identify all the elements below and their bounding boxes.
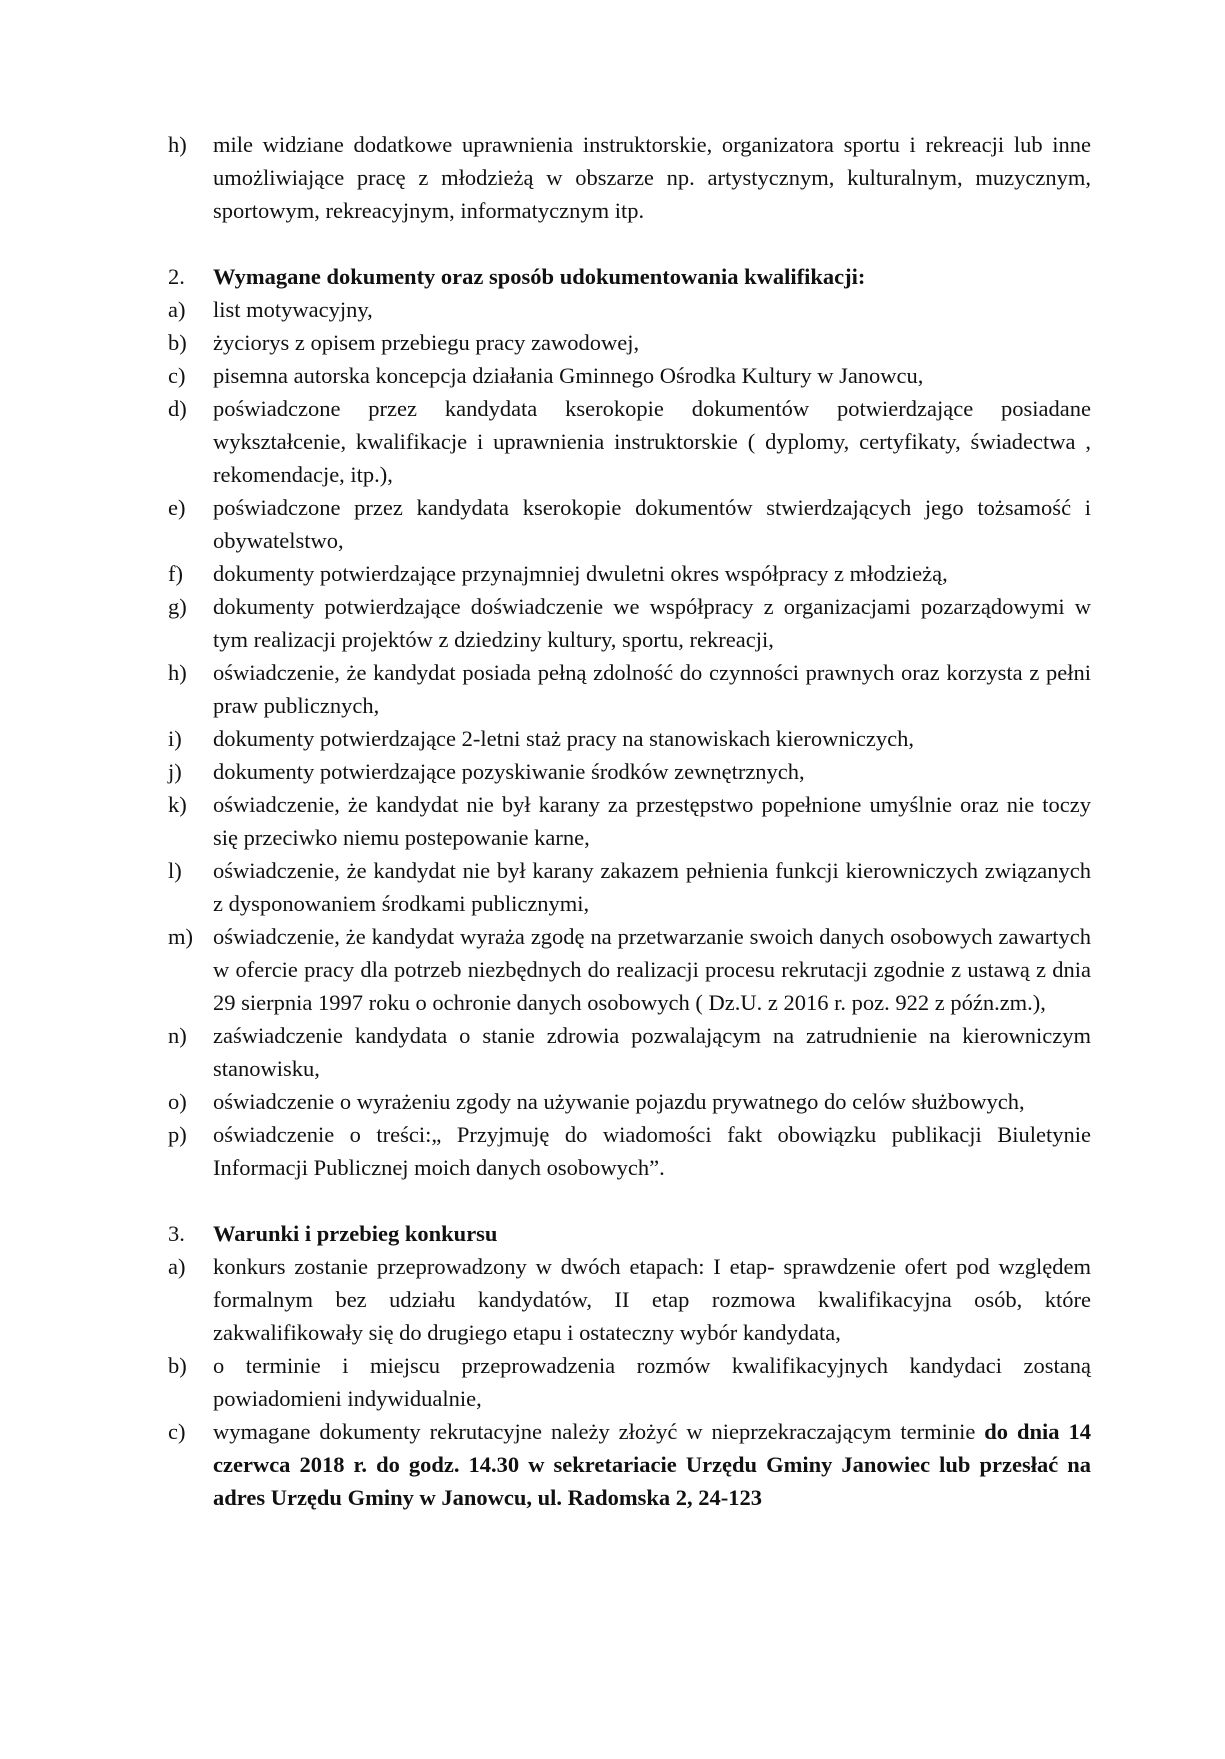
list-marker: b) bbox=[168, 1353, 187, 1378]
list-item-text: oświadczenie o wyrażeniu zgody na używanie pojazdu prywatnego do celów służbowych, bbox=[213, 1089, 1025, 1114]
list-item bbox=[168, 326, 1091, 359]
list-marker: j) bbox=[168, 759, 182, 784]
list-marker: m) bbox=[168, 924, 193, 949]
list-item-text: dokumenty potwierdzające przynajmniej dwuletni okres współpracy z młodzieżą, bbox=[213, 561, 948, 586]
section-heading bbox=[168, 1217, 1091, 1250]
list-item bbox=[168, 1415, 1091, 1514]
list-item bbox=[168, 920, 1091, 1019]
list-item-text: oświadczenie, że kandydat posiada pełną zdolność do czynności prawnych oraz korzysta z pełni praw publicznych, bbox=[213, 660, 1091, 718]
list-item bbox=[168, 1349, 1091, 1415]
list-item bbox=[168, 128, 1091, 227]
list-item bbox=[168, 590, 1091, 656]
list-item bbox=[168, 755, 1091, 788]
list-marker: d) bbox=[168, 396, 187, 421]
list-item bbox=[168, 788, 1091, 854]
list-item-text: oświadczenie, że kandydat nie był karany za przestępstwo popełnione umyślnie oraz nie toczy się przeciwko niemu postepowanie karne, bbox=[213, 792, 1091, 850]
list-marker: g) bbox=[168, 594, 187, 619]
list-item bbox=[168, 293, 1091, 326]
list-item bbox=[168, 557, 1091, 590]
list-marker: h) bbox=[168, 132, 187, 157]
list-item-text: oświadczenie o treści:„ Przyjmuję do wiadomości fakt obowiązku publikacji Biuletynie Informacji Publicznej moich danych osobowych”. bbox=[213, 1122, 1091, 1180]
list-marker: h) bbox=[168, 660, 187, 685]
list-marker: a) bbox=[168, 1254, 186, 1279]
section-number: 2. bbox=[168, 264, 185, 289]
section-title: Wymagane dokumenty oraz sposób udokumentowania kwalifikacji: bbox=[213, 264, 866, 289]
list-marker: f) bbox=[168, 561, 183, 586]
list-marker: b) bbox=[168, 330, 187, 355]
list-marker: l) bbox=[168, 858, 182, 883]
deadline-bold-text: do dnia 14 czerwca 2018 r. do godz. 14.30 w sekretariacie Urzędu Gminy Janowiec lub przesłać na adres Urzędu Gminy w Janowcu, ul. Radomska 2, 24-123 bbox=[213, 1419, 1091, 1510]
list-item-text: mile widziane dodatkowe uprawnienia instruktorskie, organizatora sportu i rekreacji lub inne umożliwiające pracę z młodzieżą w obszarze np. artystycznym, kulturalnym, muzycznym, sportowym, rekreacyjnym, informatycznym itp. bbox=[213, 132, 1091, 223]
list-item-text: poświadczone przez kandydata kserokopie dokumentów stwierdzających jego tożsamość i obywatelstwo, bbox=[213, 495, 1091, 553]
section-title: Warunki i przebieg konkursu bbox=[213, 1221, 498, 1246]
list-item-text: oświadczenie, że kandydat wyraża zgodę na przetwarzanie swoich danych osobowych zawartych w ofercie pracy dla potrzeb niezbędnych do realizacji procesu rekrutacji zgodnie z ustawą z dnia 29 sierpnia 1997 roku o ochronie danych osobowych ( Dz.U. z 2016 r. poz. 922 z późn.zm.), bbox=[213, 924, 1091, 1015]
list-marker: c) bbox=[168, 1419, 186, 1444]
list-item-text: dokumenty potwierdzające 2-letni staż pracy na stanowiskach kierowniczych, bbox=[213, 726, 914, 751]
list-item-text: pisemna autorska koncepcja działania Gminnego Ośrodka Kultury w Janowcu, bbox=[213, 363, 924, 388]
list-item-text: oświadczenie, że kandydat nie był karany zakazem pełnienia funkcji kierowniczych związanych z dysponowaniem środkami publicznymi, bbox=[213, 858, 1091, 916]
list-item bbox=[168, 1118, 1091, 1184]
section-heading bbox=[168, 260, 1091, 293]
list-item bbox=[168, 392, 1091, 491]
list-item bbox=[168, 854, 1091, 920]
list-item-text: dokumenty potwierdzające doświadczenie we współpracy z organizacjami pozarządowymi w tym realizacji projektów z dziedziny kultury, sportu, rekreacji, bbox=[213, 594, 1091, 652]
list-item bbox=[168, 491, 1091, 557]
list-marker: n) bbox=[168, 1023, 187, 1048]
list-item bbox=[168, 359, 1091, 392]
list-marker: k) bbox=[168, 792, 187, 817]
list-item-text: życiorys z opisem przebiegu pracy zawodowej, bbox=[213, 330, 640, 355]
list-item bbox=[168, 1019, 1091, 1085]
list-item-text: zaświadczenie kandydata o stanie zdrowia pozwalającym na zatrudnienie na kierowniczym stanowisku, bbox=[213, 1023, 1091, 1081]
list-item bbox=[168, 656, 1091, 722]
section-number: 3. bbox=[168, 1221, 185, 1246]
list-marker: c) bbox=[168, 363, 186, 388]
list-marker: i) bbox=[168, 726, 182, 751]
list-marker: a) bbox=[168, 297, 186, 322]
list-item-text: poświadczone przez kandydata kserokopie dokumentów potwierdzające posiadane wykształcenie, kwalifikacje i uprawnienia instruktorskie ( dyplomy, certyfikaty, świadectwa , rekomendacje, itp.), bbox=[213, 396, 1091, 487]
list-item-text: konkurs zostanie przeprowadzony w dwóch etapach: I etap- sprawdzenie ofert pod względem formalnym bez udziału kandydatów, II etap rozmowa kwalifikacyjna osób, które zakwalifikowały się do drugiego etapu i ostateczny wybór kandydata, bbox=[213, 1254, 1091, 1345]
list-item bbox=[168, 1085, 1091, 1118]
list-marker: o) bbox=[168, 1089, 187, 1114]
list-item bbox=[168, 722, 1091, 755]
list-item-text: o terminie i miejscu przeprowadzenia rozmów kwalifikacyjnych kandydaci zostaną powiadomieni indywidualnie, bbox=[213, 1353, 1091, 1411]
list-item-text: wymagane dokumenty rekrutacyjne należy złożyć w nieprzekraczającym terminie bbox=[213, 1419, 985, 1444]
document-content bbox=[168, 128, 1091, 1514]
list-item-text: list motywacyjny, bbox=[213, 297, 373, 322]
list-item-text: dokumenty potwierdzające pozyskiwanie środków zewnętrznych, bbox=[213, 759, 805, 784]
list-item bbox=[168, 1250, 1091, 1349]
list-marker: e) bbox=[168, 495, 186, 520]
list-marker: p) bbox=[168, 1122, 187, 1147]
